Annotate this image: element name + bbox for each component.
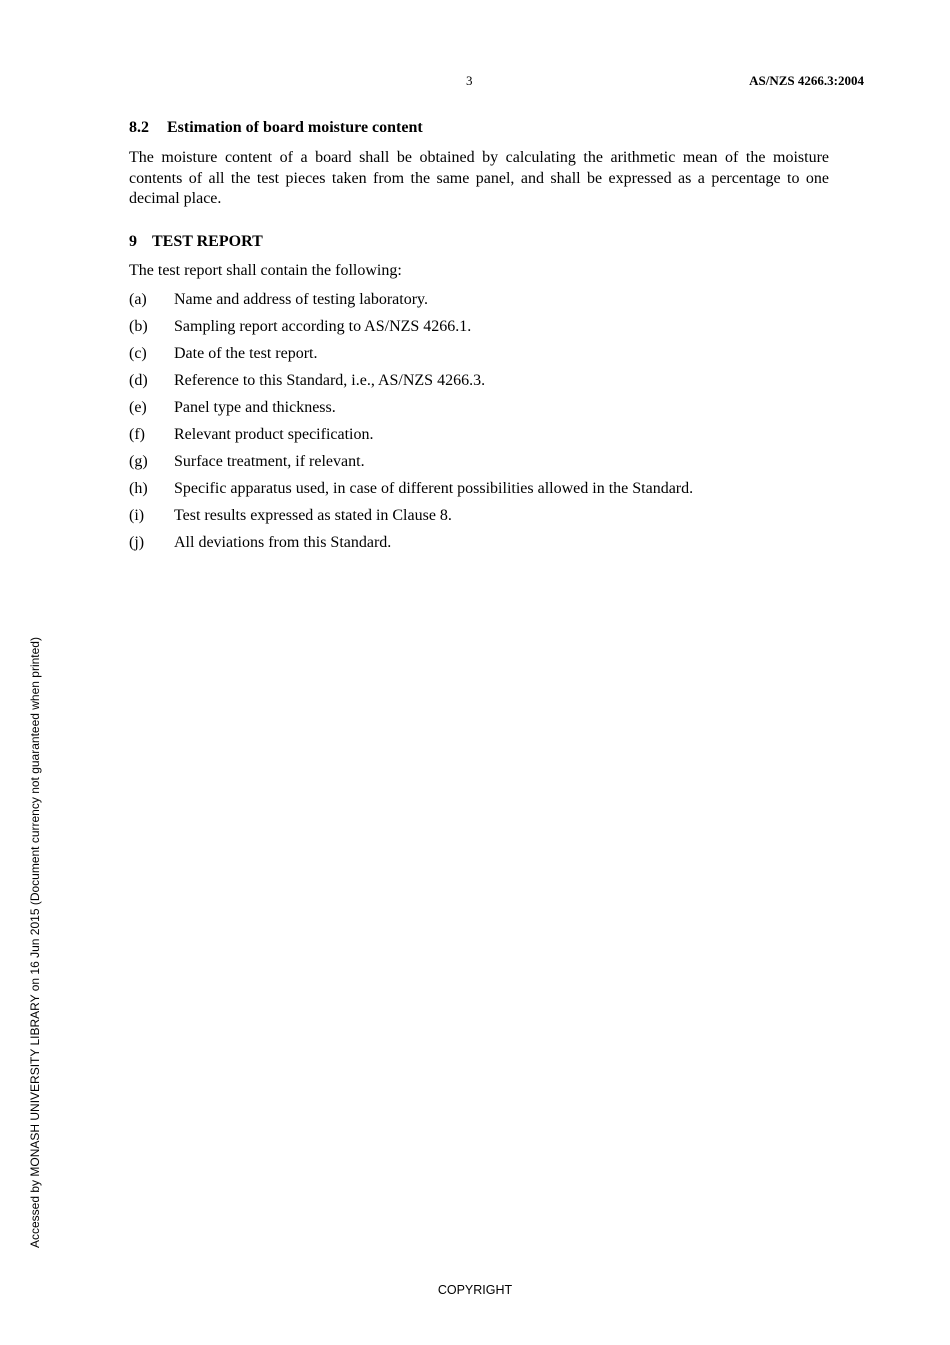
- section-9-intro: The test report shall contain the following:: [129, 261, 402, 279]
- list-item: [129, 479, 829, 499]
- list-marker: (d): [129, 372, 148, 389]
- list-marker: (b): [129, 318, 148, 335]
- section-9-heading: [129, 232, 829, 252]
- copyright-footer: COPYRIGHT: [437, 1283, 513, 1297]
- section-title: Estimation of board moisture content: [167, 119, 423, 136]
- document-id: AS/NZS 4266.3:2004: [749, 73, 864, 88]
- list-item-text: Date of the test report.: [174, 345, 318, 362]
- test-report-requirements-list: [129, 290, 829, 553]
- section-8-2-body: The moisture content of a board shall be obtained by calculating the arithmetic mean of the moisture contents of all the test pieces taken from the same panel, and shall be expressed as a percentage to one decimal place.: [129, 149, 829, 207]
- page-content: [129, 118, 829, 560]
- list-marker: (i): [129, 507, 145, 524]
- section-title: TEST REPORT: [152, 232, 263, 250]
- list-item: [129, 398, 829, 418]
- list-item-text: Panel type and thickness.: [174, 399, 336, 416]
- list-item: [129, 344, 829, 364]
- list-item-text: Surface treatment, if relevant.: [174, 453, 365, 470]
- list-item-text: Test results expressed as stated in Clause 8.: [174, 507, 452, 524]
- list-item-text: All deviations from this Standard.: [174, 534, 392, 551]
- section-number: 9: [129, 232, 137, 250]
- page-number: 3: [466, 73, 473, 88]
- list-item-text: Sampling report according to AS/NZS 4266.1.: [174, 318, 472, 335]
- list-marker: (e): [129, 399, 147, 416]
- section-number: 8.2: [129, 119, 149, 136]
- list-item: [129, 506, 829, 526]
- list-item: [129, 290, 829, 310]
- list-marker: (g): [129, 453, 148, 470]
- list-item: [129, 317, 829, 337]
- list-item-text: Specific apparatus used, in case of different possibilities allowed in the Standard.: [174, 480, 694, 497]
- list-item: [129, 425, 829, 445]
- list-item: [129, 452, 829, 472]
- list-marker: (a): [129, 291, 147, 308]
- list-item-text: Name and address of testing laboratory.: [174, 291, 428, 308]
- list-item-text: Relevant product specification.: [174, 426, 374, 443]
- list-marker: (j): [129, 534, 145, 551]
- access-watermark: Accessed by MONASH UNIVERSITY LIBRARY on 16 Jun 2015 (Document currency not guaranteed when printed): [28, 637, 42, 1248]
- list-item-text: Reference to this Standard, i.e., AS/NZS 4266.3.: [174, 372, 486, 389]
- section-8-2-heading: [129, 118, 829, 138]
- list-item: [129, 533, 829, 553]
- list-item: [129, 371, 829, 391]
- list-marker: (f): [129, 426, 145, 443]
- list-marker: (h): [129, 480, 148, 497]
- list-marker: (c): [129, 345, 147, 362]
